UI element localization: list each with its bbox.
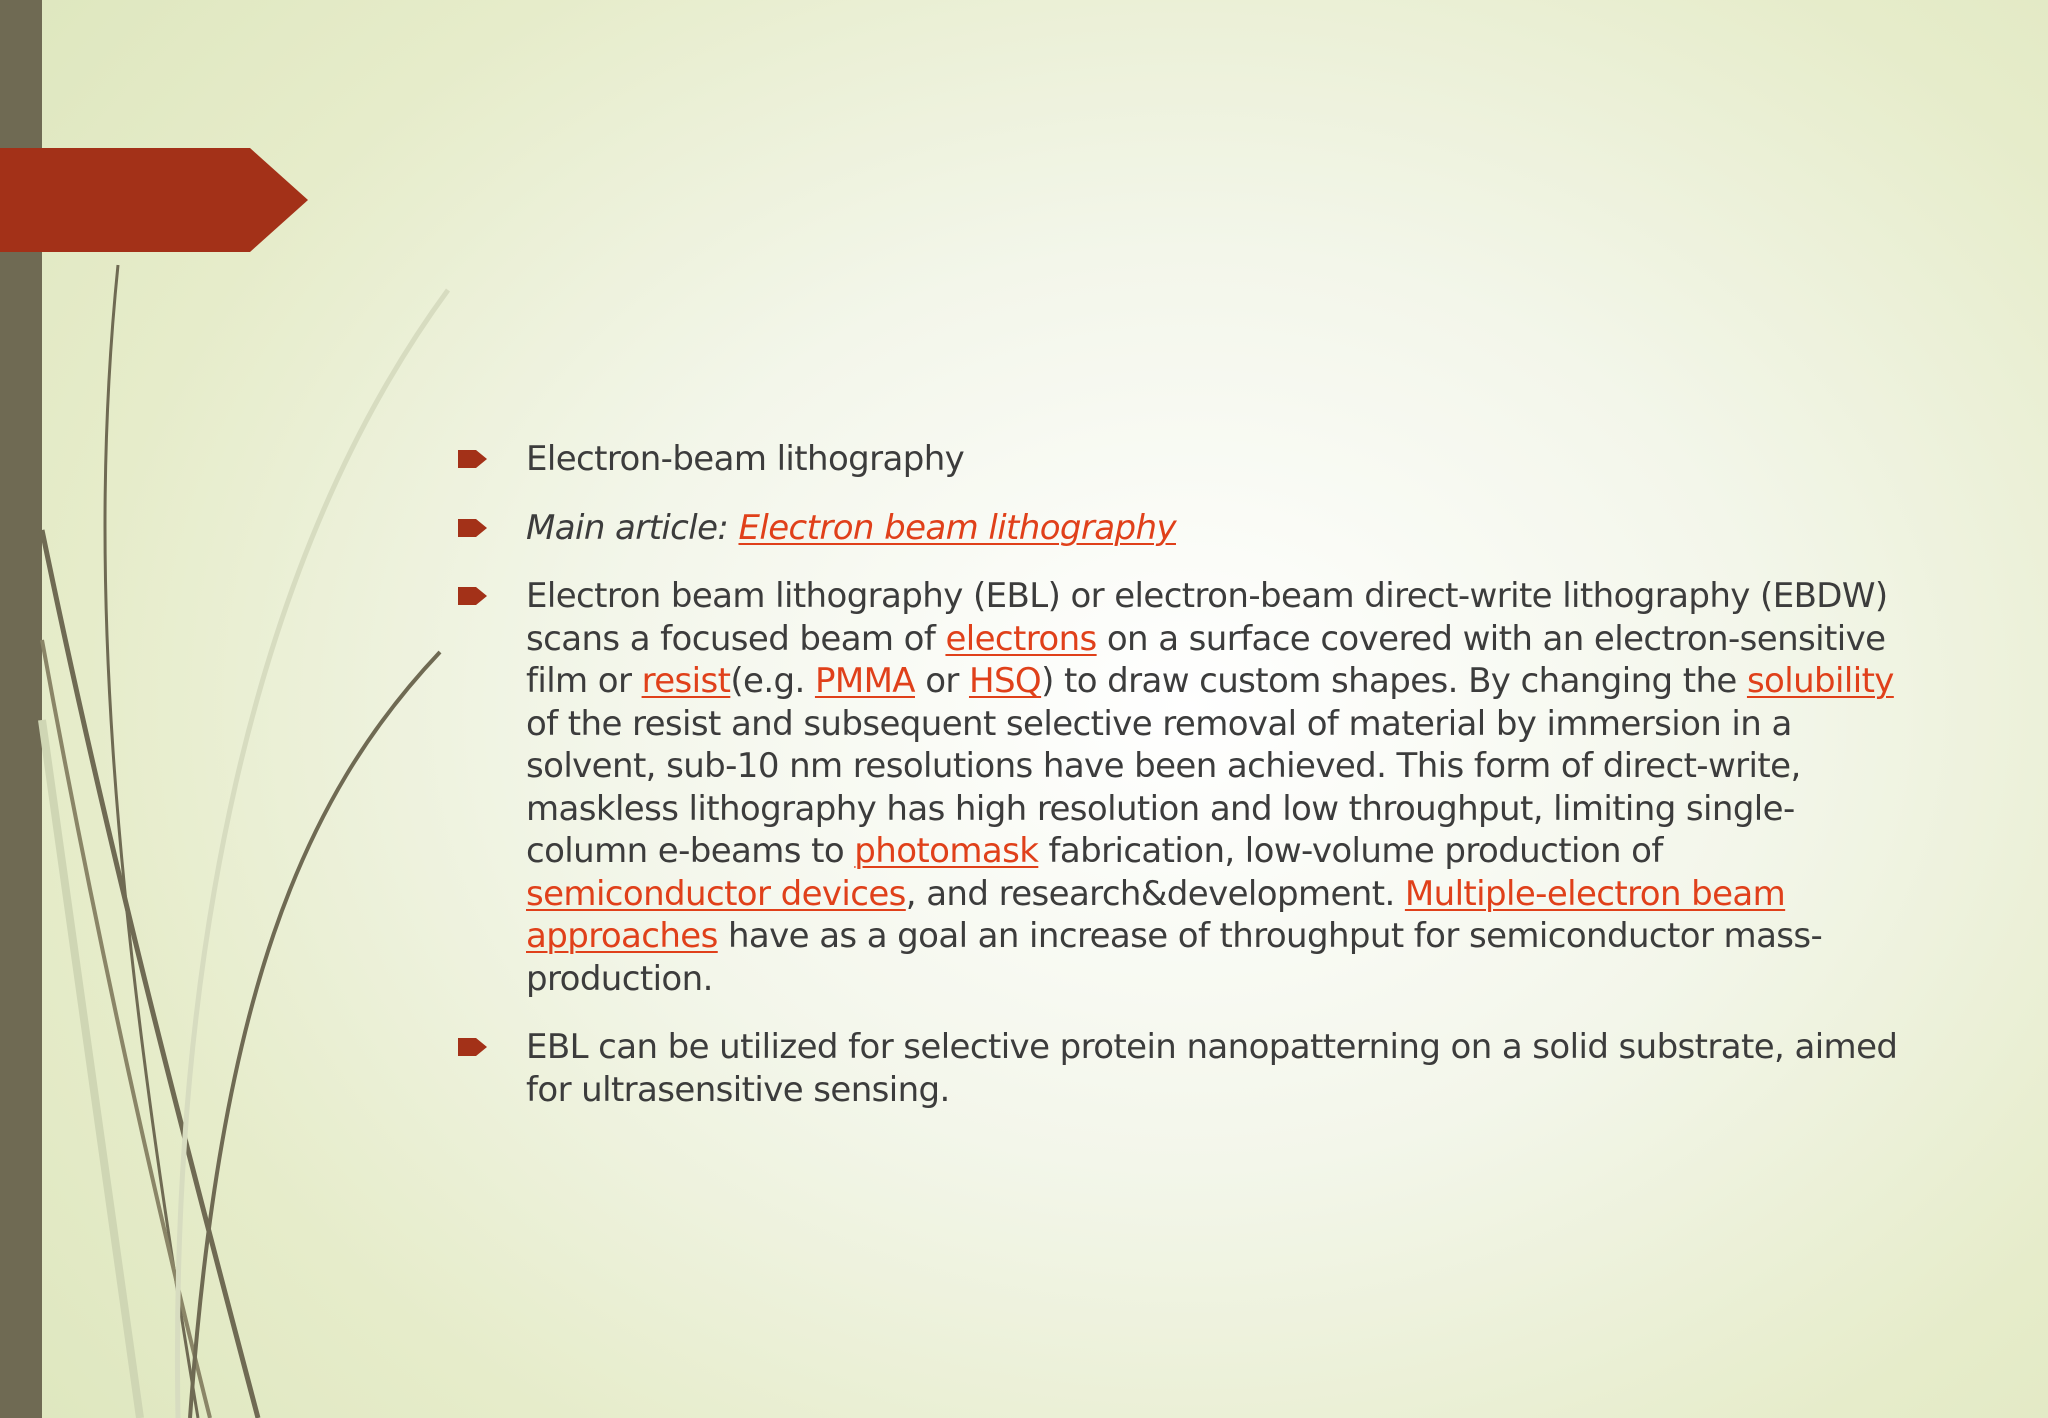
electrons-link[interactable]: electrons — [945, 618, 1097, 659]
paragraph-text: have as a goal an increase of throughput for semiconductor mass-production. — [526, 916, 1823, 999]
paragraph-text: or — [914, 661, 969, 701]
bullet-text: Electron-beam lithography — [526, 439, 965, 479]
paragraph-text: Electron beam lithography (EBL) or electron-beam direct-write lithography (EBDW) scans a focused beam of — [526, 576, 1888, 659]
bullet-item — [458, 438, 1898, 481]
multiple-electron-beam-approaches-link[interactable]: Multiple-electron beam approaches — [526, 873, 1786, 956]
arrow-bullet-icon — [458, 446, 488, 472]
pmma-link[interactable]: PMMA — [814, 661, 915, 701]
bullet-item — [458, 575, 1898, 1000]
hsq-link[interactable]: HSQ — [968, 661, 1042, 701]
electron-beam-lithography-link[interactable]: Electron beam lithography — [738, 507, 1176, 548]
solubility-link[interactable]: solubility — [1746, 661, 1894, 701]
paragraph-text: (e.g. — [730, 661, 815, 701]
photomask-link[interactable]: photomask — [854, 831, 1039, 871]
bullet-item — [458, 1026, 1898, 1111]
paragraph-text: ) to draw custom shapes. By changing the — [1041, 661, 1747, 701]
arrow-bullet-icon — [458, 583, 488, 609]
resist-link[interactable]: resist — [641, 661, 731, 701]
arrow-bullet-icon — [458, 515, 488, 541]
main-article-label: Main article: — [526, 507, 739, 548]
bullet-text: EBL can be utilized for selective protein nanopatterning on a solid substrate, aimed for ultrasensitive sensing. — [526, 1027, 1898, 1110]
paragraph-text: of the resist and subsequent selective removal of material by immersion in a solvent, sub-10 nm resolutions have been achieved. This form of direct-write, maskless lithography has high resolution and low throughput, limiting single-column e-beams to — [526, 703, 1801, 871]
arrow-bullet-icon — [458, 1034, 488, 1060]
paragraph-text: fabrication, low-volume production of — [1038, 831, 1663, 871]
bullet-item — [458, 507, 1898, 550]
slide-content — [458, 438, 1898, 1137]
paragraph-text: on a surface covered with an electron-sensitive film or — [526, 618, 1886, 701]
paragraph-text: , and research&development. — [905, 873, 1405, 914]
semiconductor-devices-link[interactable]: semiconductor devices — [526, 873, 906, 914]
title-tab-marker — [0, 148, 308, 252]
